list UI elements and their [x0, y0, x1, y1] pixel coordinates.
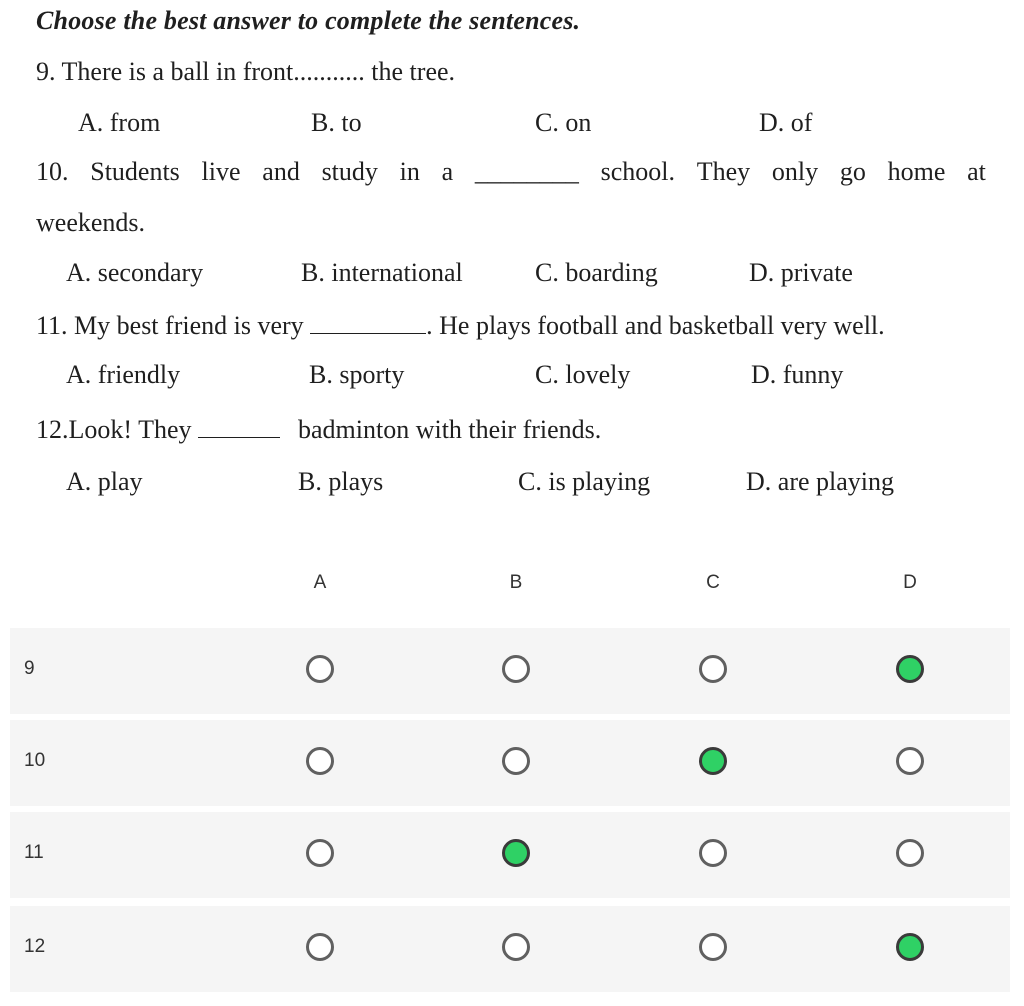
question-9-dots: ...........	[293, 57, 365, 86]
question-10-word: go	[839, 157, 866, 186]
radio-9-a[interactable]	[306, 655, 334, 683]
radio-10-c[interactable]	[699, 747, 727, 775]
question-10-option-d: D. private	[749, 258, 853, 287]
radio-10-a[interactable]	[306, 747, 334, 775]
question-10-word: only	[771, 157, 819, 186]
question-9-option-a: A. from	[78, 108, 161, 137]
grid-row-12	[10, 906, 1010, 992]
question-12-text-after: badminton with their friends.	[298, 415, 602, 444]
grid-row-10	[10, 720, 1010, 806]
question-9-text-before: 9. There is a ball in front	[36, 57, 294, 86]
question-11-text-before: 11. My best friend is very	[36, 311, 311, 340]
question-11-option-a: A. friendly	[66, 360, 181, 389]
radio-12-c[interactable]	[699, 933, 727, 961]
question-10-option-b: B. international	[301, 258, 463, 287]
question-9-option-b: B. to	[311, 108, 362, 137]
grid-row-9	[10, 628, 1010, 714]
radio-11-c[interactable]	[699, 839, 727, 867]
column-header-b: B	[509, 572, 523, 593]
question-9-option-c: C. on	[535, 108, 592, 137]
question-12-option-a: A. play	[66, 467, 143, 496]
question-11-option-c: C. lovely	[535, 360, 631, 389]
question-10-word: Students	[90, 157, 180, 186]
column-header-a: A	[313, 572, 327, 593]
question-12-option-d: D. are playing	[746, 467, 895, 496]
question-12-option-b: B. plays	[298, 467, 384, 496]
question-10-word: a	[441, 157, 454, 186]
column-header-c: C	[706, 572, 720, 593]
question-11-blank	[310, 309, 426, 334]
question-10-word: study	[321, 157, 378, 186]
question-10-word: and	[262, 157, 300, 186]
question-10-line-2: weekends.	[36, 208, 146, 237]
row-label: 11	[24, 842, 44, 863]
question-12-option-c: C. is playing	[518, 467, 651, 496]
column-header-d: D	[903, 572, 917, 593]
question-9-option-d: D. of	[759, 108, 813, 137]
question-10-word: 10.	[36, 157, 69, 186]
question-10-stem	[36, 157, 986, 187]
question-11	[36, 309, 885, 341]
row-label: 9	[24, 658, 35, 679]
grid-row-11	[10, 812, 1010, 898]
question-9	[36, 57, 455, 87]
question-10-word: live	[201, 157, 241, 186]
question-10-word: at	[967, 157, 986, 186]
question-9-text-after: the tree.	[364, 57, 456, 86]
question-10-word: school.	[600, 157, 676, 186]
radio-10-b[interactable]	[502, 747, 530, 775]
radio-12-b[interactable]	[502, 933, 530, 961]
row-label: 10	[24, 750, 46, 771]
radio-10-d[interactable]	[896, 747, 924, 775]
radio-9-c[interactable]	[699, 655, 727, 683]
radio-11-b[interactable]	[502, 839, 530, 867]
radio-12-d[interactable]	[896, 933, 924, 961]
radio-9-b[interactable]	[502, 655, 530, 683]
question-12	[36, 413, 601, 445]
radio-9-d[interactable]	[896, 655, 924, 683]
question-11-option-d: D. funny	[751, 360, 844, 389]
question-11-option-b: B. sporty	[309, 360, 405, 389]
question-10-word: in	[399, 157, 420, 186]
question-10-word: They	[696, 157, 751, 186]
radio-11-d[interactable]	[896, 839, 924, 867]
row-label: 12	[24, 936, 46, 957]
question-11-text-after: . He plays football and basketball very well.	[426, 311, 885, 340]
question-10-option-c: C. boarding	[535, 258, 658, 287]
answer-grid	[0, 560, 1024, 1006]
instruction-heading: Choose the best answer to complete the sentences.	[36, 6, 581, 35]
question-10-blank: ________	[474, 157, 579, 186]
question-10-word: home	[887, 157, 946, 186]
radio-11-a[interactable]	[306, 839, 334, 867]
question-10-option-a: A. secondary	[66, 258, 204, 287]
question-12-blank	[198, 413, 280, 438]
question-12-text-before: 12.Look! They	[36, 415, 198, 444]
radio-12-a[interactable]	[306, 933, 334, 961]
